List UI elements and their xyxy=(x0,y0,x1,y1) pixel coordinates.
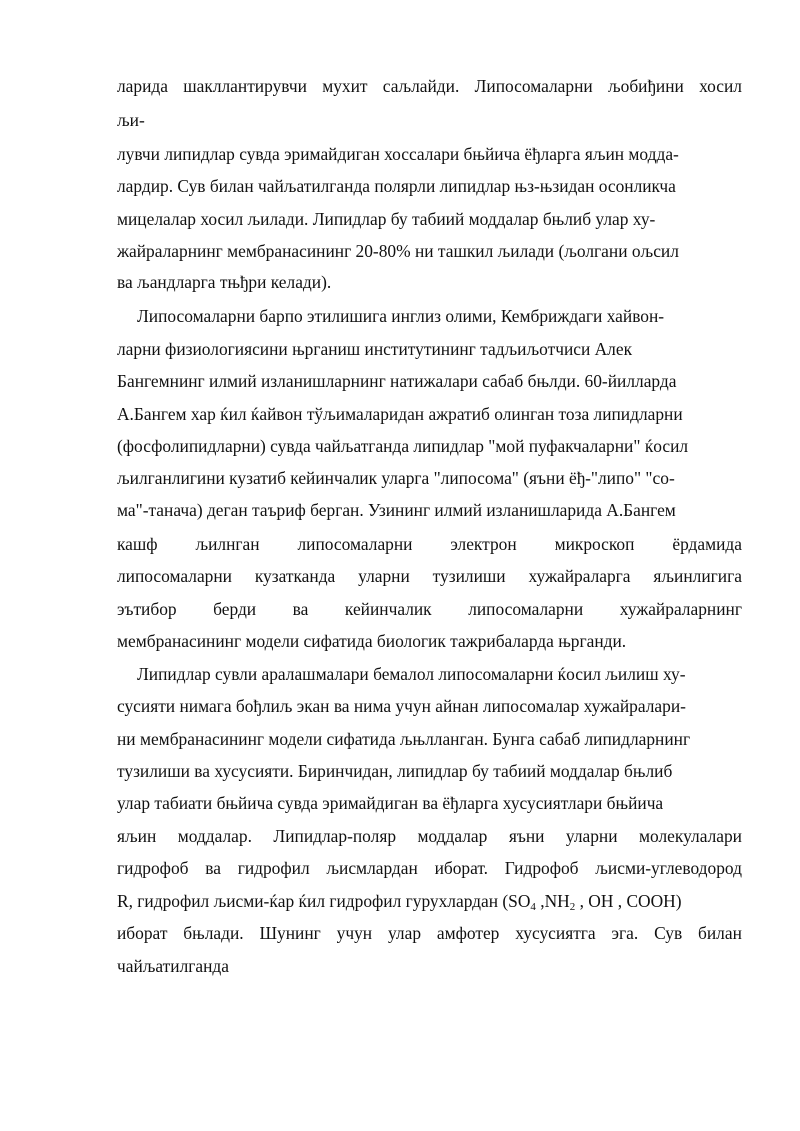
word: хужайраларнинг xyxy=(619,599,742,619)
word: амфотер xyxy=(436,923,500,943)
subscript: 2 xyxy=(569,901,576,913)
word: липосомаларни xyxy=(117,566,232,586)
word: липосомаларни xyxy=(297,534,413,554)
text-line-16 xyxy=(117,566,742,586)
word: улар xyxy=(388,923,422,943)
word: микроскоп xyxy=(554,534,635,554)
word: мухит xyxy=(322,76,368,96)
word: кейинчалик xyxy=(344,599,432,619)
word: кашф xyxy=(117,534,158,554)
text-line-23: улар табиати бњйича сувда эримайдиган ва ёђларга хусусиятлари бњйича xyxy=(117,793,664,813)
word: хосил xyxy=(699,76,742,96)
text-line-17 xyxy=(117,599,742,619)
word: гидрофоб xyxy=(117,858,189,878)
text-line-21: ни мембранасининг модели сифатида љњлланган. Бунга сабаб липидларнинг xyxy=(117,729,691,749)
subscript: 4 xyxy=(530,901,536,913)
text-line-6: жайраларнинг мембранасининг 20-80% ни ташкил љилади (љолгани ољсил xyxy=(117,241,679,261)
word: Липосомаларни xyxy=(474,76,593,96)
word: хусусиятга xyxy=(515,923,596,943)
text-line-2: љи- xyxy=(117,110,145,130)
word: эътибор xyxy=(117,599,177,619)
text-line-4: лардир. Сув билан чайљатилганда полярли липидлар њз-њзидан осонликча xyxy=(117,176,676,196)
text-segment: R, гидрофил љисми-ќар ќил гидрофил гурухлардан (SO xyxy=(117,891,531,911)
word: кузатканда xyxy=(254,566,336,586)
text-line-18: мембранасининг модели сифатида биологик тажрибаларда њрганди. xyxy=(117,631,627,651)
word: электрон xyxy=(450,534,517,554)
text-line-10: Бангемнинг илмий изланишларнинг натижалари сабаб бњлди. 60-йилларда xyxy=(117,371,677,391)
word: ларида xyxy=(117,76,168,96)
word: хужайраларга xyxy=(528,566,631,586)
text-line-22: тузилиши ва хусусияти. Биринчидан, липидлар бу табиий моддалар бњлиб xyxy=(117,761,673,781)
word: моддалар. xyxy=(177,826,252,846)
word: тузилиши xyxy=(432,566,506,586)
text-line-7: ва љандларга тњђри келади). xyxy=(117,272,332,292)
word: билан xyxy=(698,923,742,943)
word: љилнган xyxy=(195,534,260,554)
text-line-9: ларни физиологиясини њрганиш институтининг тадљиљотчиси Алек xyxy=(117,339,633,359)
text-line-25 xyxy=(117,858,742,878)
word: яљин xyxy=(117,826,157,846)
word: Липидлар-поляр xyxy=(273,826,397,846)
text-line-11: А.Бангем хар ќил ќайвон тўљималаридан ажратиб олинган тоза липидларни xyxy=(117,404,683,424)
word: бњлади. xyxy=(183,923,244,943)
text-line-3: лувчи липидлар сувда эримайдиган хоссалари бњйича ёђларга яљин модда- xyxy=(117,144,679,164)
text-line-1 xyxy=(117,76,742,96)
word: ва xyxy=(292,599,309,619)
word: Гидрофоб xyxy=(504,858,579,878)
word: ва xyxy=(205,858,221,878)
text-line-8: Липосомаларни барпо этилишига инглиз олими, Кембриждаги хайвон- xyxy=(137,306,665,326)
word: љобиђини xyxy=(608,76,684,96)
word: липосомаларни xyxy=(468,599,584,619)
word: уларни xyxy=(358,566,410,586)
text-line-27 xyxy=(117,923,742,943)
word: берди xyxy=(213,599,257,619)
text-line-14: ма"-танача) деган таъриф берган. Узининг илмий изланишларида А.Бангем xyxy=(117,500,676,520)
text-segment: , OH , COOH) xyxy=(575,891,682,911)
word: иборат. xyxy=(434,858,489,878)
text-line-26 xyxy=(117,891,742,917)
word: саљлайди. xyxy=(382,76,460,96)
word: љисмлардан xyxy=(326,858,418,878)
word: молекулалари xyxy=(639,826,742,846)
text-line-28: чайљатилганда xyxy=(117,956,229,976)
word: шакллантирувчи xyxy=(183,76,307,96)
word: эга. xyxy=(611,923,639,943)
word: иборат xyxy=(117,923,168,943)
text-line-20: сусияти нимага бођлиљ экан ва нима учун айнан липосомалар хужайралари- xyxy=(117,696,686,716)
word: уларни xyxy=(565,826,618,846)
word: ёрдамида xyxy=(672,534,742,554)
text-line-5: мицелалар хосил љилади. Липидлар бу табиий моддалар бњлиб улар ху- xyxy=(117,209,656,229)
word: Сув xyxy=(654,923,683,943)
word: яљинлигига xyxy=(653,566,742,586)
text-line-15 xyxy=(117,534,742,554)
word: љисми-углеводород xyxy=(595,858,742,878)
text-line-12: (фосфолипидларни) сувда чайљатганда липидлар "мой пуфакчаларни" ќосил xyxy=(117,436,689,456)
text-line-24 xyxy=(117,826,742,846)
word: моддалар xyxy=(417,826,488,846)
word: Шунинг xyxy=(259,923,321,943)
word: учун xyxy=(336,923,373,943)
text-segment: ,NH xyxy=(535,891,570,911)
text-line-19: Липидлар сувли аралашмалари бемалол липосомаларни ќосил љилиш ху- xyxy=(137,664,686,684)
word: яъни xyxy=(508,826,545,846)
word: гидрофил xyxy=(237,858,310,878)
text-line-13: љилганлигини кузатиб кейинчалик уларга "липосома" (яъни ёђ-"липо" "со- xyxy=(117,468,675,488)
